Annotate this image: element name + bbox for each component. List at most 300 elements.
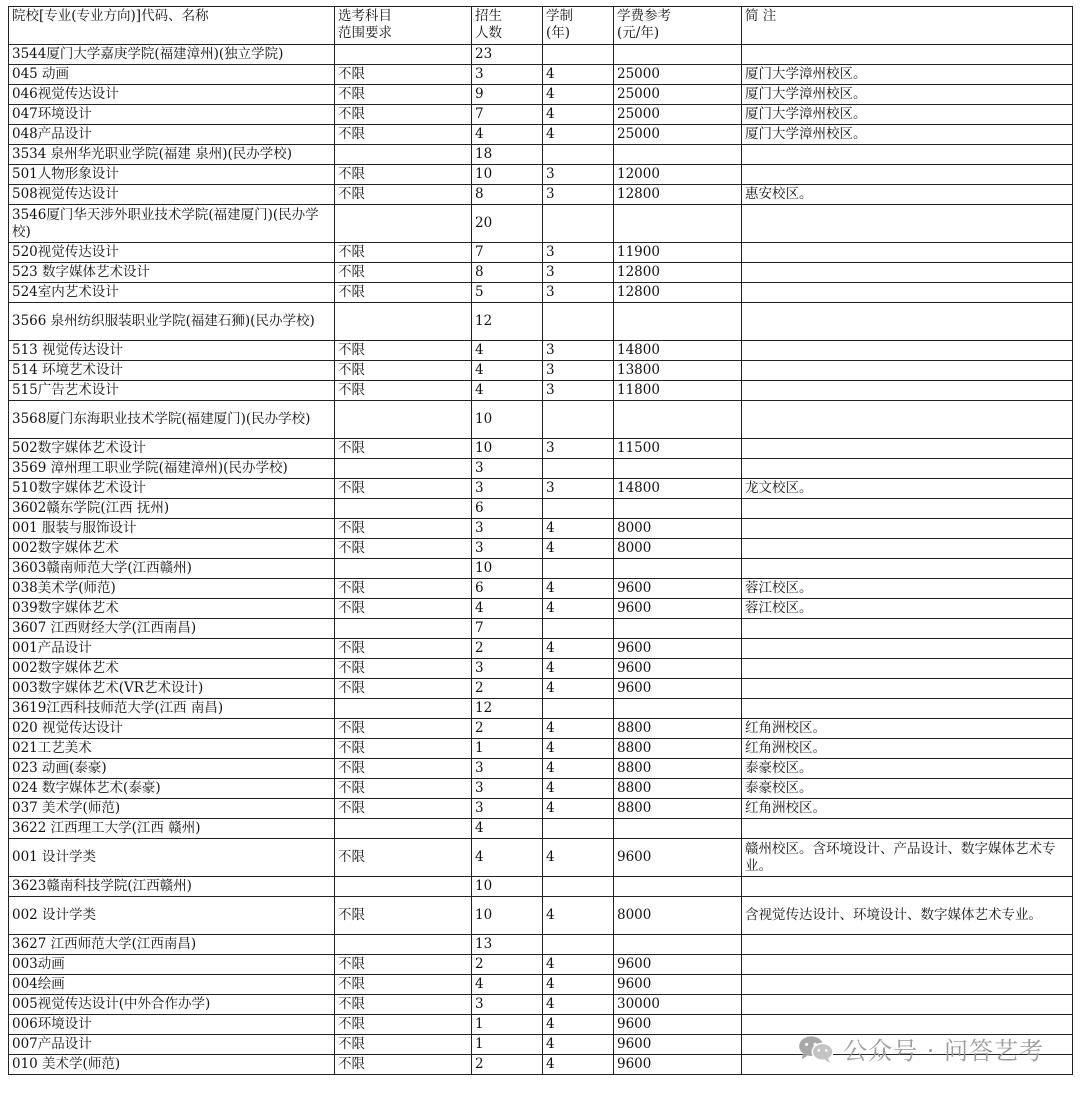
tuition-cell: 25000 [614, 65, 742, 85]
tuition-cell: 9600 [614, 639, 742, 659]
table-row [9, 165, 1073, 185]
tuition-cell [614, 459, 742, 479]
notes-cell: 厦门大学漳州校区。 [742, 85, 1073, 105]
program-name-cell: 3546厦门华天涉外职业技术学院(福建厦门)(民办学校) [9, 205, 335, 243]
program-name-cell: 510数字媒体艺术设计 [9, 479, 335, 499]
program-name-cell: 3544厦门大学嘉庚学院(福建漳州)(独立学院) [9, 45, 335, 65]
table-row [9, 955, 1073, 975]
notes-cell: 红角洲校区。 [742, 739, 1073, 759]
program-name-cell: 004绘画 [9, 975, 335, 995]
duration-cell: 3 [543, 381, 614, 401]
notes-cell: 惠安校区。 [742, 185, 1073, 205]
duration-cell [543, 877, 614, 897]
notes-cell [742, 559, 1073, 579]
enrollment-cell: 10 [472, 439, 543, 459]
table-row [9, 65, 1073, 85]
notes-cell [742, 165, 1073, 185]
notes-cell: 厦门大学漳州校区。 [742, 65, 1073, 85]
notes-cell [742, 459, 1073, 479]
table-row [9, 361, 1073, 381]
subject-requirement-cell: 不限 [335, 719, 472, 739]
subject-requirement-cell: 不限 [335, 1055, 472, 1075]
admissions-table [8, 6, 1073, 1075]
subject-requirement-cell: 不限 [335, 243, 472, 263]
duration-cell: 3 [543, 185, 614, 205]
notes-cell [742, 439, 1073, 459]
subject-requirement-cell [335, 145, 472, 165]
duration-cell: 3 [543, 283, 614, 303]
enrollment-cell: 2 [472, 1055, 543, 1075]
table-row [9, 659, 1073, 679]
program-name-cell: 3607 江西财经大学(江西南昌) [9, 619, 335, 639]
enrollment-cell: 1 [472, 1015, 543, 1035]
program-name-cell: 3566 泉州纺织服装职业学院(福建石狮)(民办学校) [9, 303, 335, 341]
duration-cell: 4 [543, 519, 614, 539]
tuition-cell: 9600 [614, 1055, 742, 1075]
duration-cell: 4 [543, 975, 614, 995]
tuition-cell: 8000 [614, 539, 742, 559]
tuition-cell: 8800 [614, 719, 742, 739]
header-line: (元/年) [617, 25, 660, 41]
duration-cell [543, 699, 614, 719]
table-row [9, 877, 1073, 897]
duration-cell [543, 303, 614, 341]
subject-requirement-cell: 不限 [335, 381, 472, 401]
program-name-cell: 024 数字媒体艺术(泰豪) [9, 779, 335, 799]
duration-cell: 3 [543, 263, 614, 283]
tuition-cell [614, 401, 742, 439]
enrollment-cell: 6 [472, 499, 543, 519]
tuition-cell: 13800 [614, 361, 742, 381]
program-name-cell: 002数字媒体艺术 [9, 659, 335, 679]
notes-cell [742, 263, 1073, 283]
duration-cell: 3 [543, 341, 614, 361]
duration-cell: 4 [543, 1035, 614, 1055]
notes-cell: 厦门大学漳州校区。 [742, 125, 1073, 145]
duration-cell: 4 [543, 955, 614, 975]
tuition-cell: 25000 [614, 125, 742, 145]
notes-cell [742, 341, 1073, 361]
subject-requirement-cell: 不限 [335, 105, 472, 125]
tuition-cell: 9600 [614, 599, 742, 619]
tuition-cell: 9600 [614, 955, 742, 975]
col-header-name: 院校[专业(专业方向)]代码、名称 [9, 7, 335, 45]
program-name-cell: 021工艺美术 [9, 739, 335, 759]
notes-cell [742, 45, 1073, 65]
subject-requirement-cell: 不限 [335, 539, 472, 559]
tuition-cell [614, 619, 742, 639]
subject-requirement-cell [335, 45, 472, 65]
notes-cell: 赣州校区。含环境设计、产品设计、数字媒体艺术专业。 [742, 839, 1073, 877]
subject-requirement-cell: 不限 [335, 361, 472, 381]
enrollment-cell: 4 [472, 839, 543, 877]
duration-cell: 4 [543, 1055, 614, 1075]
subject-requirement-cell: 不限 [335, 263, 472, 283]
notes-cell [742, 679, 1073, 699]
program-name-cell: 005视觉传达设计(中外合作办学) [9, 995, 335, 1015]
subject-requirement-cell: 不限 [335, 975, 472, 995]
tuition-cell [614, 877, 742, 897]
tuition-cell [614, 45, 742, 65]
program-name-cell: 037 美术学(师范) [9, 799, 335, 819]
table-body [9, 45, 1073, 1075]
enrollment-cell: 10 [472, 165, 543, 185]
enrollment-cell: 3 [472, 779, 543, 799]
notes-cell [742, 955, 1073, 975]
table-row [9, 839, 1073, 877]
table-row [9, 85, 1073, 105]
enrollment-cell: 12 [472, 303, 543, 341]
notes-cell: 蓉江校区。 [742, 579, 1073, 599]
subject-requirement-cell [335, 699, 472, 719]
subject-requirement-cell: 不限 [335, 283, 472, 303]
program-name-cell: 002 设计学类 [9, 897, 335, 935]
enrollment-cell: 7 [472, 619, 543, 639]
table-row [9, 401, 1073, 439]
duration-cell: 3 [543, 439, 614, 459]
header-line: 学费参考 [617, 8, 671, 24]
enrollment-cell: 7 [472, 105, 543, 125]
table-row [9, 519, 1073, 539]
notes-cell [742, 283, 1073, 303]
subject-requirement-cell [335, 303, 472, 341]
table-row [9, 719, 1073, 739]
enrollment-cell: 3 [472, 539, 543, 559]
notes-cell: 泰豪校区。 [742, 779, 1073, 799]
program-name-cell: 3627 江西师范大学(江西南昌) [9, 935, 335, 955]
enrollment-cell: 2 [472, 955, 543, 975]
program-name-cell: 501人物形象设计 [9, 165, 335, 185]
subject-requirement-cell: 不限 [335, 1035, 472, 1055]
table-row [9, 819, 1073, 839]
notes-cell [742, 819, 1073, 839]
program-name-cell: 003数字媒体艺术(VR艺术设计) [9, 679, 335, 699]
notes-cell: 蓉江校区。 [742, 599, 1073, 619]
program-name-cell: 047环境设计 [9, 105, 335, 125]
notes-cell: 含视觉传达设计、环境设计、数字媒体艺术专业。 [742, 897, 1073, 935]
subject-requirement-cell [335, 877, 472, 897]
tuition-cell: 9600 [614, 1015, 742, 1035]
enrollment-cell: 9 [472, 85, 543, 105]
duration-cell: 3 [543, 479, 614, 499]
subject-requirement-cell: 不限 [335, 739, 472, 759]
notes-cell [742, 619, 1073, 639]
col-header-subject-requirement [335, 7, 472, 45]
duration-cell: 4 [543, 739, 614, 759]
notes-cell [742, 995, 1073, 1015]
table-row [9, 759, 1073, 779]
notes-cell [742, 519, 1073, 539]
subject-requirement-cell [335, 459, 472, 479]
program-name-cell: 3568厦门东海职业技术学院(福建厦门)(民办学校) [9, 401, 335, 439]
duration-cell: 4 [543, 839, 614, 877]
enrollment-cell: 2 [472, 719, 543, 739]
tuition-cell [614, 303, 742, 341]
duration-cell: 4 [543, 679, 614, 699]
table-row [9, 303, 1073, 341]
table-row [9, 897, 1073, 935]
subject-requirement-cell: 不限 [335, 85, 472, 105]
program-name-cell: 020 视觉传达设计 [9, 719, 335, 739]
header-row [9, 7, 1073, 45]
duration-cell: 4 [543, 799, 614, 819]
notes-cell [742, 205, 1073, 243]
subject-requirement-cell: 不限 [335, 639, 472, 659]
tuition-cell: 11900 [614, 243, 742, 263]
tuition-cell: 9600 [614, 1035, 742, 1055]
table-row [9, 739, 1073, 759]
table-row [9, 145, 1073, 165]
notes-cell: 厦门大学漳州校区。 [742, 105, 1073, 125]
table-row [9, 539, 1073, 559]
duration-cell: 4 [543, 639, 614, 659]
tuition-cell: 9600 [614, 975, 742, 995]
duration-cell [543, 935, 614, 955]
notes-cell [742, 699, 1073, 719]
program-name-cell: 3622 江西理工大学(江西 赣州) [9, 819, 335, 839]
subject-requirement-cell: 不限 [335, 897, 472, 935]
duration-cell: 4 [543, 85, 614, 105]
enrollment-cell: 4 [472, 599, 543, 619]
enrollment-cell: 4 [472, 125, 543, 145]
table-row [9, 283, 1073, 303]
program-name-cell: 007产品设计 [9, 1035, 335, 1055]
duration-cell: 4 [543, 1015, 614, 1035]
duration-cell: 4 [543, 897, 614, 935]
duration-cell [543, 401, 614, 439]
program-name-cell: 045 动画 [9, 65, 335, 85]
table-row [9, 599, 1073, 619]
program-name-cell: 508视觉传达设计 [9, 185, 335, 205]
tuition-cell [614, 935, 742, 955]
table-row [9, 381, 1073, 401]
enrollment-cell: 4 [472, 341, 543, 361]
enrollment-cell: 3 [472, 65, 543, 85]
program-name-cell: 3602赣东学院(江西 抚州) [9, 499, 335, 519]
program-name-cell: 3619江西科技师范大学(江西 南昌) [9, 699, 335, 719]
enrollment-cell: 10 [472, 401, 543, 439]
enrollment-cell: 23 [472, 45, 543, 65]
header-line: 选考科目 [338, 8, 392, 24]
subject-requirement-cell [335, 205, 472, 243]
enrollment-cell: 3 [472, 479, 543, 499]
duration-cell: 4 [543, 599, 614, 619]
program-name-cell: 524室内艺术设计 [9, 283, 335, 303]
table-row [9, 935, 1073, 955]
duration-cell: 4 [543, 539, 614, 559]
table-row [9, 243, 1073, 263]
tuition-cell: 9600 [614, 659, 742, 679]
duration-cell: 3 [543, 165, 614, 185]
table-row [9, 975, 1073, 995]
notes-cell [742, 243, 1073, 263]
enrollment-cell: 6 [472, 579, 543, 599]
tuition-cell: 25000 [614, 105, 742, 125]
program-name-cell: 001产品设计 [9, 639, 335, 659]
subject-requirement-cell [335, 619, 472, 639]
tuition-cell: 14800 [614, 341, 742, 361]
subject-requirement-cell: 不限 [335, 519, 472, 539]
tuition-cell [614, 559, 742, 579]
col-header-duration [543, 7, 614, 45]
duration-cell: 4 [543, 759, 614, 779]
table-row [9, 499, 1073, 519]
program-name-cell: 038美术学(师范) [9, 579, 335, 599]
enrollment-cell: 7 [472, 243, 543, 263]
program-name-cell: 513 视觉传达设计 [9, 341, 335, 361]
enrollment-cell: 20 [472, 205, 543, 243]
subject-requirement-cell: 不限 [335, 341, 472, 361]
subject-requirement-cell [335, 559, 472, 579]
header-line: 学制 [546, 8, 573, 24]
duration-cell: 4 [543, 779, 614, 799]
enrollment-cell: 5 [472, 283, 543, 303]
table-row [9, 679, 1073, 699]
enrollment-cell: 4 [472, 975, 543, 995]
wechat-icon [797, 1034, 835, 1064]
tuition-cell [614, 699, 742, 719]
enrollment-cell: 3 [472, 799, 543, 819]
subject-requirement-cell: 不限 [335, 799, 472, 819]
program-name-cell: 3623赣南科技学院(江西赣州) [9, 877, 335, 897]
program-name-cell: 502数字媒体艺术设计 [9, 439, 335, 459]
tuition-cell: 12800 [614, 185, 742, 205]
table-row [9, 105, 1073, 125]
table-row [9, 995, 1073, 1015]
col-header-tuition [614, 7, 742, 45]
program-name-cell: 048产品设计 [9, 125, 335, 145]
notes-cell [742, 877, 1073, 897]
tuition-cell [614, 145, 742, 165]
subject-requirement-cell: 不限 [335, 679, 472, 699]
enrollment-cell: 4 [472, 361, 543, 381]
subject-requirement-cell: 不限 [335, 439, 472, 459]
subject-requirement-cell: 不限 [335, 65, 472, 85]
table-row [9, 125, 1073, 145]
enrollment-cell: 3 [472, 659, 543, 679]
notes-cell [742, 539, 1073, 559]
subject-requirement-cell: 不限 [335, 839, 472, 877]
tuition-cell [614, 499, 742, 519]
program-name-cell: 003动画 [9, 955, 335, 975]
tuition-cell: 8800 [614, 759, 742, 779]
subject-requirement-cell: 不限 [335, 779, 472, 799]
program-name-cell: 523 数字媒体艺术设计 [9, 263, 335, 283]
table-row [9, 699, 1073, 719]
tuition-cell: 11500 [614, 439, 742, 459]
tuition-cell [614, 819, 742, 839]
subject-requirement-cell: 不限 [335, 165, 472, 185]
tuition-cell: 12000 [614, 165, 742, 185]
table-row [9, 45, 1073, 65]
table-row [9, 559, 1073, 579]
enrollment-cell: 1 [472, 739, 543, 759]
header-line: 人数 [475, 25, 502, 41]
tuition-cell: 12800 [614, 283, 742, 303]
col-header-enrollment [472, 7, 543, 45]
enrollment-cell: 3 [472, 459, 543, 479]
watermark [797, 1031, 1044, 1066]
enrollment-cell: 4 [472, 819, 543, 839]
tuition-cell: 9600 [614, 679, 742, 699]
duration-cell: 4 [543, 659, 614, 679]
duration-cell: 4 [543, 579, 614, 599]
program-name-cell: 023 动画(泰豪) [9, 759, 335, 779]
subject-requirement-cell: 不限 [335, 759, 472, 779]
table-row [9, 619, 1073, 639]
subject-requirement-cell: 不限 [335, 1015, 472, 1035]
subject-requirement-cell: 不限 [335, 479, 472, 499]
program-name-cell: 3569 漳州理工职业学院(福建漳州)(民办学校) [9, 459, 335, 479]
tuition-cell: 12800 [614, 263, 742, 283]
program-name-cell: 006环境设计 [9, 1015, 335, 1035]
notes-cell [742, 639, 1073, 659]
enrollment-cell: 10 [472, 877, 543, 897]
enrollment-cell: 12 [472, 699, 543, 719]
table-row [9, 459, 1073, 479]
tuition-cell: 8800 [614, 739, 742, 759]
subject-requirement-cell: 不限 [335, 995, 472, 1015]
enrollment-cell: 13 [472, 935, 543, 955]
tuition-cell: 25000 [614, 85, 742, 105]
notes-cell [742, 145, 1073, 165]
table-row [9, 185, 1073, 205]
subject-requirement-cell: 不限 [335, 955, 472, 975]
enrollment-cell: 2 [472, 679, 543, 699]
tuition-cell [614, 205, 742, 243]
duration-cell [543, 499, 614, 519]
tuition-cell: 14800 [614, 479, 742, 499]
program-name-cell: 515广告艺术设计 [9, 381, 335, 401]
table-row [9, 639, 1073, 659]
tuition-cell: 9600 [614, 839, 742, 877]
notes-cell [742, 499, 1073, 519]
notes-cell [742, 935, 1073, 955]
subject-requirement-cell [335, 935, 472, 955]
notes-cell: 龙文校区。 [742, 479, 1073, 499]
subject-requirement-cell: 不限 [335, 579, 472, 599]
duration-cell: 3 [543, 361, 614, 381]
table-row [9, 779, 1073, 799]
duration-cell [543, 619, 614, 639]
watermark-text: 公众号 · 问答艺考 [843, 1037, 1044, 1065]
subject-requirement-cell: 不限 [335, 125, 472, 145]
subject-requirement-cell: 不限 [335, 185, 472, 205]
tuition-cell: 30000 [614, 995, 742, 1015]
header-line: 招生 [475, 8, 502, 24]
duration-cell: 4 [543, 65, 614, 85]
enrollment-cell: 3 [472, 759, 543, 779]
program-name-cell: 046视觉传达设计 [9, 85, 335, 105]
table-row [9, 341, 1073, 361]
duration-cell: 4 [543, 105, 614, 125]
notes-cell: 泰豪校区。 [742, 759, 1073, 779]
subject-requirement-cell: 不限 [335, 599, 472, 619]
table-row [9, 205, 1073, 243]
table-row [9, 579, 1073, 599]
tuition-cell: 8800 [614, 779, 742, 799]
header-line: 范围要求 [338, 25, 392, 41]
program-name-cell: 039数字媒体艺术 [9, 599, 335, 619]
enrollment-cell: 2 [472, 639, 543, 659]
program-name-cell: 3603赣南师范大学(江西赣州) [9, 559, 335, 579]
admissions-sheet [8, 6, 1072, 1075]
duration-cell [543, 559, 614, 579]
program-name-cell: 010 美术学(师范) [9, 1055, 335, 1075]
duration-cell [543, 459, 614, 479]
table-row [9, 479, 1073, 499]
table-row [9, 263, 1073, 283]
